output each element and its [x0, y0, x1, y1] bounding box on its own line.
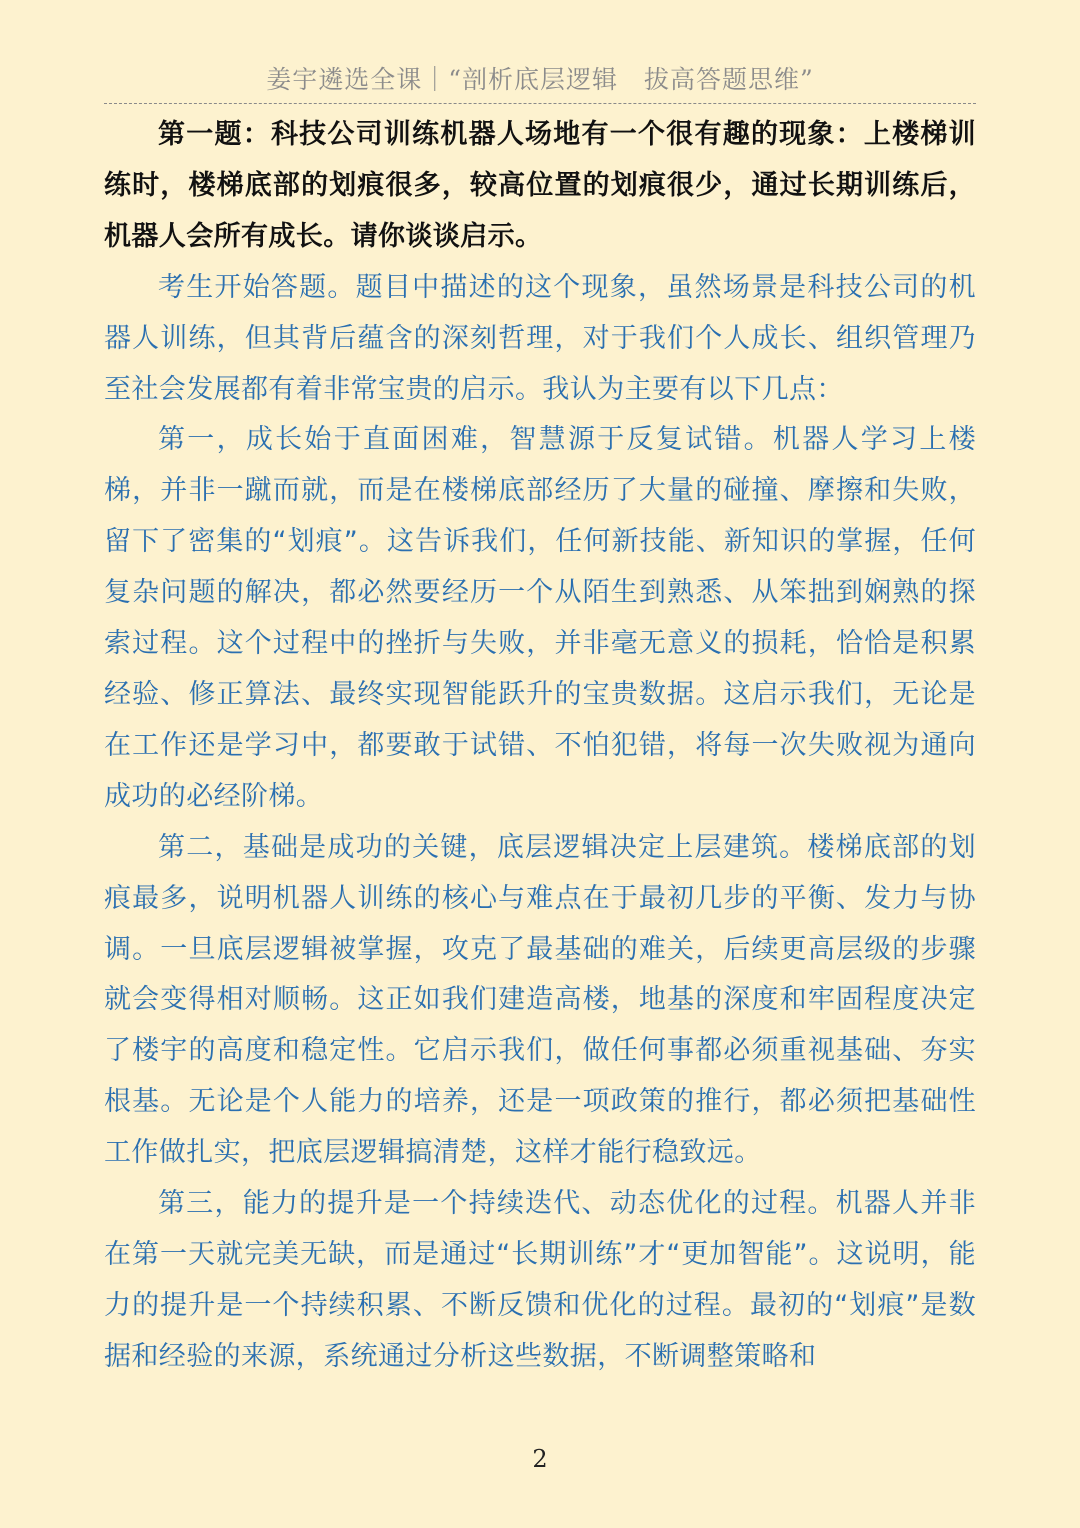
answer-paragraph-second: 第二，基础是成功的关键，底层逻辑决定上层建筑。楼梯底部的划痕最多，说明机器人训练的核心与难点在于最初几步的平衡、发力与协调。一旦底层逻辑被掌握，攻克了最基础的难关，后续更高层级的步骤就会变得相对顺畅。这正如我们建造高楼，地基的深度和牢固程度决定了楼宇的高度和稳定性。它启示我们，做任何事都必须重视基础、夯实根基。无论是个人能力的培养，还是一项政策的推行，都必须把基础性工作做扎实，把底层逻辑搞清楚，这样才能行稳致远。: [104, 831, 976, 1169]
page-header: 姜宇遴选全课｜“剖析底层逻辑 拔高答题思维”: [266, 65, 814, 94]
answer-paragraph-first: 第一，成长始于直面困难，智慧源于反复试错。机器人学习上楼梯，并非一蹴而就，而是在楼梯底部经历了大量的碰撞、摩擦和失败，留下了密集的“划痕”。这告诉我们，任何新技能、新知识的掌握，任何复杂问题的解决，都必然要经历一个从陌生到熟悉、从笨拙到娴熟的探索过程。这个过程中的挫折与失败，并非毫无意义的损耗，恰恰是积累经验、修正算法、最终实现智能跃升的宝贵数据。这启示我们，无论是在工作还是学习中，都要敢于试错、不怕犯错，将每一次失败视为通向成功的必经阶梯。: [104, 424, 976, 812]
answer-paragraph-intro: 考生开始答题。题目中描述的这个现象，虽然场景是科技公司的机器人训练，但其背后蕴含的深刻哲理，对于我们个人成长、组织管理乃至社会发展都有着非常宝贵的启示。我认为主要有以下几点：: [104, 271, 976, 405]
header-divider: [104, 103, 976, 104]
question-paragraph: 第一题：科技公司训练机器人场地有一个很有趣的现象：上楼梯训练时，楼梯底部的划痕很多，较高位置的划痕很少，通过长期训练后，机器人会所有成长。请你谈谈启示。: [104, 119, 976, 252]
document-body: [104, 110, 976, 1383]
page-number: 2: [532, 1445, 548, 1473]
answer-paragraph-third: 第三，能力的提升是一个持续迭代、动态优化的过程。机器人并非在第一天就完美无缺，而是通过“长期训练”才“更加智能”。这说明，能力的提升是一个持续积累、不断反馈和优化的过程。最初的“划痕”是数据和经验的来源，系统通过分析这些数据，不断调整策略和: [104, 1188, 976, 1372]
